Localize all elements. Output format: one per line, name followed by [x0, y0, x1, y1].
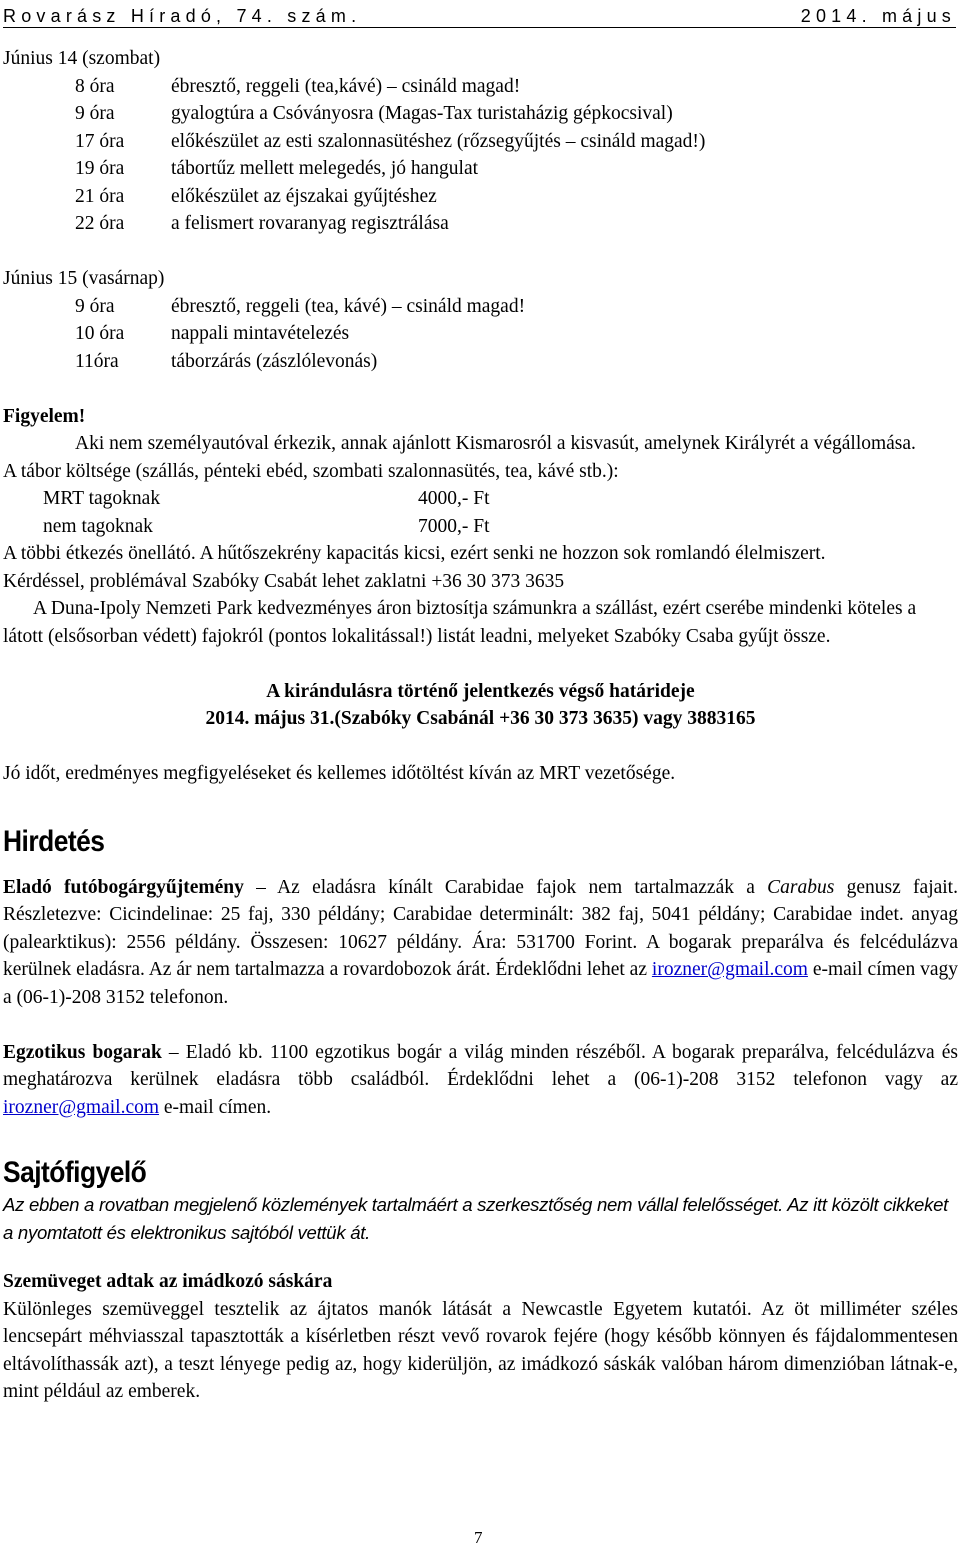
header-publication: Rovarász Híradó, 74. szám.: [3, 6, 362, 26]
ad-dash: –: [161, 1041, 186, 1063]
notice-heading: Figyelem!: [3, 405, 86, 427]
price-value: 4000,- Ft: [418, 488, 490, 509]
day2-title: Június 15 (vasárnap): [3, 268, 165, 289]
ad-title: Egzotikus bogarak: [3, 1041, 162, 1063]
schedule-row: [3, 210, 958, 238]
schedule-time: 8 óra: [75, 75, 115, 97]
schedule-time: 22 óra: [75, 213, 125, 234]
schedule-time: 11óra: [75, 350, 119, 372]
ad-text: Eladó kb. 1100 egzotikus bogár a világ minden részéből. A bogarak preparálva, felcédulázva és meghatározva kerülnek eladásra több családból. Érdeklődni lehet a (06-1)-208 3152 telefonon vagy az: [3, 1041, 959, 1090]
press-heading: Sajtófigyelő: [3, 1156, 147, 1189]
deadline-line-2: 2014. május 31.(Szabóky Csabánál +36 30 373 3635) vagy 3883165: [205, 708, 756, 729]
ads-heading: Hirdetés: [3, 824, 105, 858]
schedule-row: [3, 100, 958, 128]
schedule-time: 9 óra: [75, 103, 115, 124]
schedule-text: gyalogtúra a Csóványosra (Magas-Tax turistaházig gépkocsival): [171, 103, 673, 124]
schedule-row: [3, 73, 958, 101]
schedule-row: [3, 320, 958, 348]
contact-note: Kérdéssel, problémával Szabóky Csabát lehet zaklatni +36 30 373 3635: [3, 570, 565, 592]
schedule-text: előkészület az éjszakai gyűjtéshez: [171, 185, 437, 207]
press-disclaimer: Az ebben a rovatban megjelenő közlemények tartalmáért a szerkesztőség nem vállal felelősséget. Az itt közölt cikkeket a nyomtatott és elektronikus sajtóból vettük át.: [3, 1194, 949, 1243]
ad-text: e-mail címen vagy a (06-1)-208 3152 telefonon.: [3, 959, 958, 1008]
price-label: MRT tagoknak: [43, 488, 161, 509]
schedule-text: ébresztő, reggeli (tea, kávé) – csináld magad!: [171, 295, 526, 317]
deadline-line-1: A kirándulásra történő jelentkezés végső határideje: [266, 680, 695, 702]
price-label: nem tagoknak: [43, 515, 153, 537]
schedule-time: 19 óra: [75, 158, 125, 179]
closing-note: Jó időt, eredményes megfigyeléseket és kellemes időtöltést kíván az MRT vezetősége.: [3, 763, 676, 784]
header-rule: [3, 27, 956, 28]
article-text: Különleges szemüveggel tesztelik az ájtatos manók látását a Newcastle Egyetem kutatói. Az öt milliméter széles lencsepárt méhviasszal tapasztották a kísérletben részt vevő rovarok fejére (hogy később könnyen és fájdalommentesen eltávolíthassák azt), a teszt lényege pedig az, hogy kiderüljön, az imádkozó sáskák valóban három dimenzióban látnak-e, mint például az emberek.: [3, 1298, 958, 1402]
schedule-time: 21 óra: [75, 185, 125, 207]
cost-intro: A tábor költsége (szállás, pénteki ebéd, szombati szalonnasütés, tea, kávé stb.):: [3, 460, 619, 482]
ad-exotic: [3, 1039, 958, 1122]
schedule-row: [3, 155, 958, 183]
page-number: 7: [474, 1528, 483, 1547]
schedule-text: ébresztő, reggeli (tea,kávé) – csináld magad!: [171, 75, 521, 97]
ad-text: Az eladásra kínált Carabidae fajok nem tartalmazzák a: [277, 876, 768, 898]
ad-title: Eladó futóbogárgyűjtemény: [3, 876, 244, 898]
schedule-text: a felismert rovaranyag regisztrálása: [171, 213, 449, 234]
schedule-row: [3, 128, 958, 156]
ad-italic-genus: Carabus: [767, 876, 835, 898]
schedule-text: táborzárás (zászlólevonás): [171, 350, 378, 372]
ad-dash: –: [243, 876, 278, 898]
schedule-time: 10 óra: [75, 323, 125, 344]
schedule-time: 9 óra: [75, 295, 115, 317]
ad-text: genusz fajait. Részletezve: Cicindelinae: 25 faj, 330 példány; Carabidae determinált: 382 faj, 5041 példány; Carabidae indet. anyag (palearktikus): 2556 példány. Összesen: 10627 példány. Ára: 531700 Forint. A bogarak preparálva és felcédulázva kerülnek eladásra. Az ár nem tartalmazza a rovardobozok árát. Érdeklődni lehet az: [3, 876, 958, 980]
schedule-text: nappali mintavételezés: [171, 323, 350, 344]
page-body: [3, 45, 958, 1406]
ad-carabidae: [3, 874, 958, 1012]
day1-schedule: [3, 73, 958, 238]
email-link[interactable]: irozner@gmail.com: [3, 1096, 160, 1118]
price-row: [3, 485, 958, 513]
schedule-row: [3, 183, 958, 211]
notice-transport: Aki nem személyautóval érkezik, annak ajánlott Kismarosról a kisvasút, amelynek Királyrét a végállomása.: [75, 433, 916, 454]
ad-text: e-mail címen.: [159, 1096, 272, 1118]
price-row: [3, 513, 958, 541]
meals-note: A többi étkezés önellátó. A hűtőszekrény kapacitás kicsi, ezért senki ne hozzon sok romlandó élelmiszert.: [3, 543, 826, 564]
day2-schedule: [3, 293, 958, 376]
header-date: 2014. május: [800, 6, 956, 26]
schedule-row: [3, 293, 958, 321]
schedule-text: előkészület az esti szalonnasütéshez (rőzsegyűjtés – csináld magad!): [171, 130, 706, 152]
park-note: A Duna-Ipoly Nemzeti Park kedvezményes áron biztosítja számunkra a szállást, ezért cserébe mindenki köteles a látott (elsősorban védett) fajokról (pontos lokalitással!) listát leadni, melyeket Szabóky Csaba gyűjt össze.: [3, 598, 917, 647]
day1-title: Június 14 (szombat): [3, 48, 161, 69]
email-link[interactable]: irozner@gmail.com: [651, 959, 808, 980]
price-value: 7000,- Ft: [418, 515, 490, 537]
schedule-time: 17 óra: [75, 130, 125, 152]
running-header: [3, 0, 956, 28]
schedule-text: tábortűz mellett melegedés, jó hangulat: [171, 158, 479, 179]
schedule-row: [3, 348, 958, 376]
article-title: Szemüveget adtak az imádkozó sáskára: [3, 1271, 333, 1292]
